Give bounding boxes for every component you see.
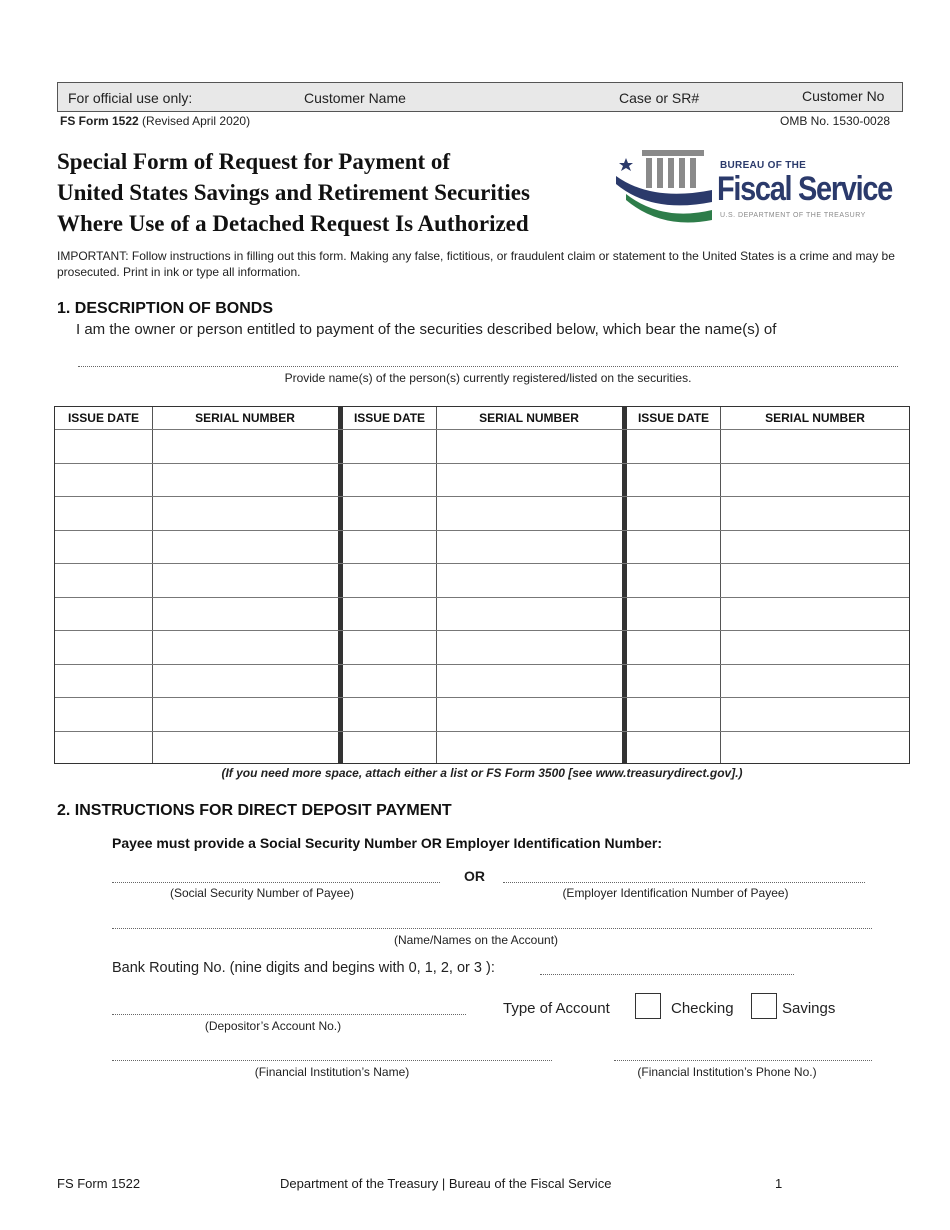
ein-caption: (Employer Identification Number of Payee): [562, 886, 789, 900]
payee-note: Payee must provide a Social Security Number OR Employer Identification Number:: [112, 835, 663, 851]
logo-bureau: BUREAU OF THE: [720, 160, 807, 171]
routing-number-field[interactable]: [540, 974, 794, 975]
treasury-building-icon: [612, 144, 712, 228]
account-number-caption: (Depositor’s Account No.): [204, 1019, 342, 1033]
title-line-2: United States Savings and Retirement Securities: [57, 180, 530, 205]
footer-form: FS Form 1522: [57, 1176, 141, 1191]
column-divider: [720, 407, 721, 763]
ssn-field[interactable]: [112, 882, 440, 883]
official-use-bar: [57, 82, 903, 112]
official-use-label: For official use only:: [68, 90, 193, 106]
row-divider: [55, 463, 909, 464]
checking-label: Checking: [671, 1000, 734, 1017]
registered-names-caption: Provide name(s) of the person(s) currently registered/listed on the securities.: [284, 371, 692, 385]
section-1-heading: 1. DESCRIPTION OF BONDS: [57, 300, 274, 317]
col-serial-number-1: SERIAL NUMBER: [195, 411, 295, 425]
fiscal-service-logo: [612, 144, 897, 228]
customer-name-label: Customer Name: [304, 90, 406, 106]
registered-names-line[interactable]: [78, 366, 898, 367]
ein-field[interactable]: [503, 882, 865, 883]
column-divider: [436, 407, 437, 763]
institution-name-caption: (Financial Institution’s Name): [254, 1065, 410, 1079]
row-divider: [55, 731, 909, 732]
row-divider: [55, 597, 909, 598]
important-notice: IMPORTANT: Follow instructions in filling out this form. Making any false, fictitious, or fraudulent claim or statement to the United States is a crime and may be prosecuted. Print in ink or type all information.: [57, 249, 895, 279]
row-divider: [55, 496, 909, 497]
page-number: 1: [775, 1176, 783, 1191]
routing-label: Bank Routing No. (nine digits and begins with 0, 1, 2, or 3 ):: [112, 960, 495, 976]
account-names-field[interactable]: [112, 928, 872, 929]
header-divider: [55, 429, 909, 430]
col-serial-number-2: SERIAL NUMBER: [479, 411, 579, 425]
title-line-3: Where Use of a Detached Request Is Authorized: [57, 211, 529, 236]
footer-dept: Department of the Treasury | Bureau of the Fiscal Service: [280, 1176, 612, 1191]
row-divider: [55, 563, 909, 564]
owner-statement: I am the owner or person entitled to payment of the securities described below, which bear the name(s) of: [76, 321, 777, 338]
logo-name: Fiscal Service: [717, 170, 892, 208]
page-title: [57, 146, 617, 239]
form-id: [60, 114, 250, 128]
savings-checkbox[interactable]: [751, 993, 777, 1019]
more-space-note: (If you need more space, attach either a list or FS Form 3500 [see www.treasurydirect.gov].): [221, 766, 743, 780]
logo-dept: U.S. DEPARTMENT OF THE TREASURY: [720, 212, 866, 219]
row-divider: [55, 664, 909, 665]
omb-number: OMB No. 1530-0028: [780, 114, 891, 128]
column-divider: [152, 407, 153, 763]
row-divider: [55, 697, 909, 698]
row-divider: [55, 630, 909, 631]
group-divider: [338, 407, 343, 763]
section-2-heading: 2. INSTRUCTIONS FOR DIRECT DEPOSIT PAYMENT: [57, 802, 452, 819]
form-name: FS Form 1522: [60, 114, 139, 128]
account-number-field[interactable]: [112, 1014, 466, 1015]
account-type-label: Type of Account: [503, 1000, 610, 1017]
customer-no-label: Customer No: [802, 88, 885, 104]
col-issue-date-1: ISSUE DATE: [67, 411, 140, 425]
case-sr-label: Case or SR#: [619, 90, 700, 106]
group-divider: [622, 407, 627, 763]
ssn-caption: (Social Security Number of Payee): [169, 886, 355, 900]
or-label: OR: [464, 868, 485, 884]
savings-label: Savings: [782, 1000, 836, 1017]
title-line-1: Special Form of Request for Payment of: [57, 149, 451, 174]
checking-checkbox[interactable]: [635, 993, 661, 1019]
col-issue-date-2: ISSUE DATE: [353, 411, 426, 425]
institution-phone-caption: (Financial Institution’s Phone No.): [637, 1065, 817, 1079]
form-revised: (Revised April 2020): [142, 114, 251, 128]
col-issue-date-3: ISSUE DATE: [637, 411, 710, 425]
col-serial-number-3: SERIAL NUMBER: [765, 411, 865, 425]
bonds-table: [54, 406, 910, 764]
account-names-caption: (Name/Names on the Account): [393, 933, 559, 947]
institution-name-field[interactable]: [112, 1060, 552, 1061]
institution-phone-field[interactable]: [614, 1060, 872, 1061]
row-divider: [55, 530, 909, 531]
